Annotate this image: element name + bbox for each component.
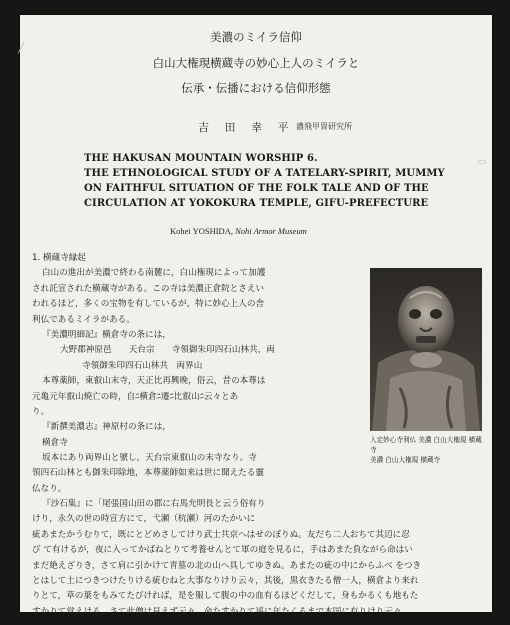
edge-mark-left: ╱ (18, 43, 25, 54)
english-title-line-2: THE ETHNOLOGICAL STUDY OF A TATELARY-SPIRIT, MUMMY (84, 168, 445, 179)
photo-caption (370, 435, 485, 465)
byline-author: Kohei YOSHIDA, (170, 226, 233, 236)
body-line: 仏なり。 (32, 483, 67, 494)
body-line: 疵あまたかうむりて，既にとどめさしてけり武士共京へはせのぼりぬ。友だち二人おちて其辺に忍 (32, 529, 410, 540)
body-line: 寺領御朱印四石山林共 両界山 (82, 360, 203, 371)
body-line: すかりて覚えける。さて此僧は見えず云々，命たすかりて遥に年たくるまで本国に有りけり云々， (32, 606, 411, 617)
body-line: び て有けるが，夜に入ってかばねとりて考養せんとて軍の庭を見るに，手はあまた負ながら命はい (32, 545, 413, 556)
body-line: 『美濃明細記』横倉寺の条には， (42, 329, 171, 340)
body-line: 坂本にあり両界山と號し，天台宗東叡山の末寺なり。寺 (42, 453, 257, 464)
english-title-line-1: THE HAKUSAN MOUNTAIN WORSHIP 6. (84, 153, 318, 164)
body-line: 本尊薬師，東叡山末寺，天正比再興晚，俗云，昔の本尊は (42, 376, 266, 387)
body-line: われるほど，多くの宝物を有しているが，特に妙心上人の舎 (32, 299, 265, 310)
full-width-text (32, 497, 482, 620)
body-line: 『沙石集』に「尾張国山田の郡に右馬允明長と云う俗有り (42, 499, 266, 509)
body-line: まだ絶えざりき，さて肩に引かけて青墓の北の山へ具してゆきぬ。あまたの疵の中にからふべ をつき (32, 560, 422, 571)
body-line: 『新撰美濃志』神原村の条には， (42, 422, 171, 433)
title-line-2: 白山大権現横蔵寺の妙心上人のミイラと (152, 56, 360, 70)
english-title-line-4: CIRCULATION AT YOKOKURA TEMPLE, GIFU-PREFECTURE (84, 198, 429, 209)
caption-line-2: 美濃 白山大権現 横蔵寺 (370, 456, 441, 464)
affiliation-japanese: 濃飛甲冑研究所 (296, 122, 352, 131)
body-line: 元亀元年叡山焼亡の時，自ﾆ横倉ﾆ遷ﾆ比叡山ﾆ云々とあ (32, 391, 239, 402)
body-line: 大野郡神原邑 天台宗 寺領御朱印四石山林共，両 (60, 345, 275, 356)
body-line: り。 (32, 406, 50, 417)
title-line-3: 伝承・伝播における信仰形態 (181, 81, 331, 95)
title-line-1: 美濃のミイラ信仰 (210, 30, 302, 44)
mummy-photo-drawing (370, 268, 482, 431)
body-line: とはして土につきつけたりける疵むねと大事なりけり云々，其後，黒衣きたる僧一人，横倉より来れ (32, 575, 419, 586)
body-line: けり，永久の世の時宣方にて，弋瀬（杭瀬）河のたかいに (32, 514, 256, 525)
body-line: され託宣された横蔵寺がある。この寺は美濃正倉院とさえい (32, 283, 265, 294)
author-japanese: 吉 田 幸 平 (198, 121, 295, 134)
body-column (32, 251, 368, 497)
body-line: りとて，草の葉をもみてたびければ，是を服して腹の中の血有るほどくだして，身もかるくも地もた (32, 591, 419, 602)
body-line: 白山の進出が美濃で終わる南麓に，白山権現によって加護 (42, 268, 266, 279)
body-line: 領四石山林とも御朱印除地，本尊薬師如来は世に聞えたる靈 (32, 468, 265, 479)
mummy-photo (370, 268, 482, 431)
edge-mark-right: ▭ (477, 157, 487, 168)
body-line: 横倉寺 (42, 437, 68, 448)
english-title-line-3: ON FAITHFUL SITUATION OF THE FOLK TALE AND OF THE (84, 183, 429, 194)
paper-page (18, 15, 492, 617)
body-line: 利仏であるミイラがある。 (32, 314, 135, 325)
section-heading: 1. 横蔵寺縁起 (32, 253, 86, 263)
caption-line-1: 入定妙心寺利仏 美濃 白山大権現 横蔵寺 (370, 436, 482, 454)
byline-affiliation: Nohi Armor Museum (235, 226, 307, 236)
english-byline (170, 226, 307, 236)
